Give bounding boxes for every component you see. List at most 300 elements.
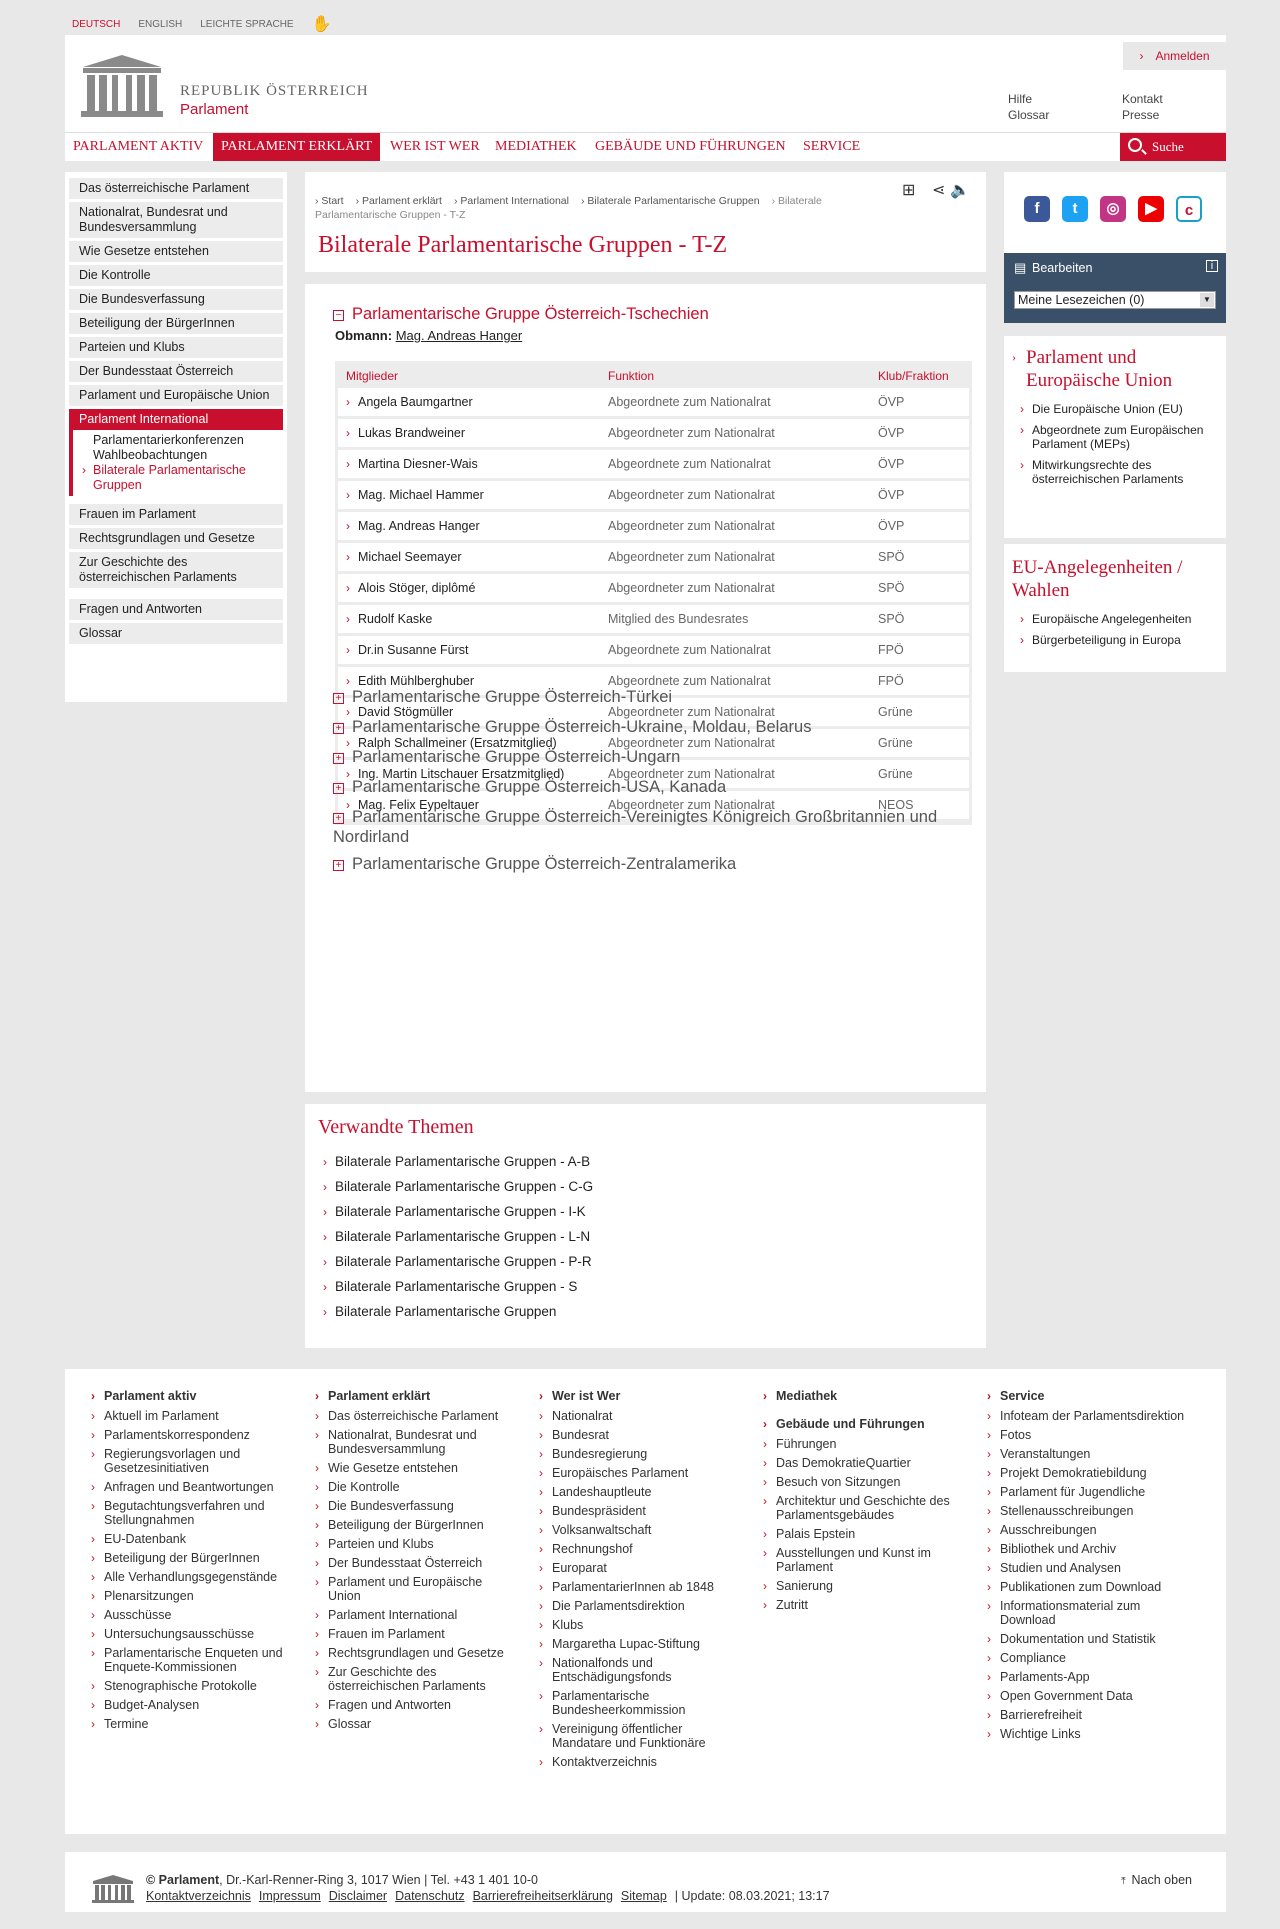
eu-box [1004,336,1226,538]
footer-link-label: Parlamentskorrespondenz [104,1428,250,1442]
chevron-right-icon: › [91,1646,95,1660]
related-title: Verwandte Themen [318,1116,474,1138]
footer-link[interactable] [91,1428,291,1442]
footer-link-label: EU-Datenbank [104,1532,186,1546]
chevron-right-icon: › [539,1466,543,1480]
expand-icon: + [333,860,344,871]
footer-link-label: Ausschüsse [104,1608,172,1622]
facebook-icon[interactable]: f [1024,196,1050,222]
footer-link[interactable] [539,1689,739,1717]
member-function: Abgeordneter zum Nationalrat [608,488,775,502]
chevron-right-icon: › [987,1466,991,1480]
member-name[interactable] [338,481,608,509]
footer-heading-label: Mediathek [776,1389,838,1403]
member-name[interactable] [338,543,608,571]
member-function: Abgeordnete zum Nationalrat [608,643,771,657]
lang-easy[interactable]: LEICHTE SPRACHE [200,18,294,30]
table-row[interactable] [338,605,969,633]
member-name-label: Lukas Brandweiner [358,426,466,440]
login-button[interactable] [1123,42,1226,70]
related-link[interactable] [323,1179,593,1194]
chevron-right-icon: › [539,1580,543,1594]
related-link[interactable] [323,1279,577,1294]
related-link[interactable] [323,1204,586,1219]
footer-link[interactable] [315,1518,515,1532]
legal-links [146,1889,830,1903]
related-link-label: Bilaterale Parlamentarische Gruppen - C-G [335,1179,594,1194]
footer-link-label: Der Bundesstaat Österreich [328,1556,483,1570]
footer-link[interactable] [763,1475,963,1489]
footer-link[interactable] [315,1665,515,1693]
footer-heading-label: Wer ist Wer [552,1389,621,1403]
chevron-right-icon: › [539,1599,543,1613]
member-function: Abgeordneter zum Nationalrat [608,767,775,781]
chevron-right-icon: › [539,1409,543,1423]
footer-link[interactable] [539,1504,739,1518]
accordion-header-sterreich-ukraine-moldau-belarus[interactable] [333,717,963,737]
footer-link[interactable] [539,1542,739,1556]
chevron-right-icon: › [91,1589,95,1603]
chevron-right-icon: › [315,1499,319,1513]
footer-link[interactable] [539,1599,739,1613]
chevron-right-icon: › [91,1447,95,1461]
chevron-right-icon: › [763,1598,767,1612]
sidebar-item-frauen-im-parlament[interactable]: Frauen im Parlament [69,504,283,525]
nav-wer-ist-wer[interactable]: WER IST WER [390,139,480,154]
sidebar-item-parteien-und-klubs[interactable]: Parteien und Klubs [69,337,283,358]
member-name[interactable] [338,574,608,602]
footer-link[interactable] [763,1494,963,1522]
related-link-label: Bilaterale Parlamentarische Gruppen - A-B [335,1154,591,1169]
footer-link[interactable] [315,1461,515,1475]
chevron-right-icon: › [539,1485,543,1499]
footer-link[interactable] [987,1485,1187,1499]
chevron-right-icon: › [315,1698,319,1712]
footer-link[interactable] [315,1698,515,1712]
member-function: Mitglied des Bundesrates [608,612,749,626]
chevron-right-icon: › [987,1523,991,1537]
footer-link[interactable] [91,1717,291,1731]
nav-mediathek[interactable]: MEDIATHEK [495,139,577,154]
legal-link-sitemap[interactable]: Sitemap [620,1889,667,1903]
footer-link[interactable] [987,1542,1187,1556]
nav-parlament-aktiv[interactable]: PARLAMENT AKTIV [73,139,204,154]
footer-link-label: Die Kontrolle [328,1480,400,1494]
footer-link[interactable] [315,1428,515,1456]
chevron-right-icon: › [91,1570,95,1584]
footer-link[interactable] [539,1637,739,1651]
sidebar-item-parlament-und-europ-ische-union[interactable]: Parlament und Europäische Union [69,385,283,406]
site-header [65,35,1226,132]
member-name-label: Mag. Andreas Hanger [358,519,480,533]
edit-title: Bearbeiten [1032,261,1093,275]
footer-link-label: Parlament für Jugendliche [1000,1485,1146,1499]
member-club: SPÖ [878,550,905,564]
footer-link[interactable] [987,1580,1187,1594]
sidebar-item-der-bundesstaat-sterreich[interactable]: Der Bundesstaat Österreich [69,361,283,382]
chevron-right-icon: › [771,195,779,207]
footer-link[interactable] [91,1532,291,1546]
footer-link[interactable] [539,1428,739,1442]
chevron-right-icon: › [82,463,86,477]
chevron-right-icon: › [91,1480,95,1494]
sidebar-item-das-sterreichische-parlament[interactable]: Das österreichische Parlament [69,178,283,199]
footer-link[interactable] [315,1646,515,1660]
footer-heading[interactable] [987,1389,1187,1403]
member-name-label: Michael Seemayer [358,550,462,564]
footer-link-label: Ausschreibungen [1000,1523,1097,1537]
accordion-header-tschechien[interactable] [333,304,963,324]
footer-link[interactable] [91,1698,291,1712]
member-function: Abgeordnete zum Nationalrat [608,395,771,409]
footer-link[interactable] [987,1466,1187,1480]
chevron-right-icon: › [346,767,350,781]
lang-en[interactable]: ENGLISH [138,18,183,30]
glossary-link[interactable]: Glossar [1008,108,1050,122]
footer-link[interactable] [987,1447,1187,1461]
breadcrumb-item[interactable] [356,195,448,207]
expand-icon: + [333,783,344,794]
footer-link[interactable] [91,1570,291,1584]
footer-link[interactable] [987,1651,1187,1665]
sidebar-item-wie-gesetze-entstehen[interactable]: Wie Gesetze entstehen [69,241,283,262]
footer-link[interactable] [539,1755,739,1769]
sidebar-item-rechtsgrundlagen-und-gesetze[interactable]: Rechtsgrundlagen und Gesetze [69,528,283,549]
footer-link-label: Untersuchungsausschüsse [104,1627,255,1641]
footer-link[interactable] [763,1598,963,1612]
column-header-members: Mitglieder [346,369,399,383]
footer-link[interactable] [539,1618,739,1632]
chevron-right-icon: › [323,1255,327,1269]
contact-link[interactable]: Kontakt [1122,92,1163,106]
chevron-right-icon: › [315,1556,319,1570]
table-row[interactable] [338,388,969,416]
footer-heading-label: Service [1000,1389,1045,1403]
lang-de[interactable]: DEUTSCH [72,18,121,30]
footer-link[interactable] [315,1556,515,1570]
footer-link[interactable] [91,1409,291,1423]
nav-parlament-erklaert[interactable]: PARLAMENT ERKLÄRT [213,133,380,161]
legal-link-barrierefreiheitserkl-rung[interactable]: Barrierefreiheitserklärung [472,1889,613,1903]
sidebar-link-label: Abgeordnete zum Europäischen Parlament (MEPs) [1032,423,1204,451]
footer-link[interactable] [315,1717,515,1731]
footer-link[interactable] [91,1679,291,1693]
sign-language-icon[interactable]: ✋ [311,16,332,33]
footer-link[interactable] [315,1608,515,1622]
footer-link[interactable] [91,1447,291,1475]
chevron-right-icon: › [91,1717,95,1731]
sidebar-sub-konferenzen[interactable]: Parlamentarierkonferenzen [93,433,244,447]
chevron-right-icon: › [987,1708,991,1722]
sidebar-link-die-europ-ische-union-eu[interactable] [1012,402,1218,416]
sidebar-item-fragen-und-antworten[interactable]: Fragen und Antworten [69,599,283,620]
footer-link[interactable] [91,1499,291,1527]
footer-heading[interactable] [91,1389,291,1403]
breadcrumb-label: Bilaterale Parlamentarische Gruppen [587,195,760,207]
accordion-header-sterreich-t-rkei[interactable] [333,687,963,707]
member-function: Abgeordneter zum Nationalrat [608,426,775,440]
footer-link[interactable] [987,1670,1187,1684]
footer-heading[interactable] [539,1389,739,1403]
footer-link-label: Dokumentation und Statistik [1000,1632,1156,1646]
chevron-right-icon: › [987,1727,991,1741]
footer-link-label: Bundesrat [552,1428,609,1442]
breadcrumb-label: Parlament International [460,195,569,207]
table-row[interactable] [338,636,969,664]
footer-link[interactable] [987,1599,1187,1627]
social-box [1004,172,1226,262]
chevron-right-icon: › [763,1475,767,1489]
footer-link-label: Die Bundesverfassung [328,1499,454,1513]
footer-link[interactable] [315,1627,515,1641]
sidebar-sub-bilaterale[interactable] [82,463,283,493]
speaker-icon[interactable]: 🔈 [950,182,970,199]
eu-box-title-text: Parlament und Europäische Union [1026,347,1173,391]
footer-link[interactable] [315,1480,515,1494]
chevron-right-icon: › [315,1428,319,1442]
member-name[interactable] [338,388,608,416]
member-name-label: Dr.in Susanne Fürst [358,643,469,657]
sidebar-link-label: Bürgerbeteiligung in Europa [1032,633,1181,647]
footer-link-label: Rechnungshof [552,1542,633,1556]
nav-gebaeude[interactable]: GEBÄUDE UND FÜHRUNGEN [595,139,786,154]
chevron-right-icon: › [763,1456,767,1470]
footer-link-label: Nationalrat [552,1409,613,1423]
chevron-right-icon: › [346,581,350,595]
sidebar-sub-bilaterale-label: Bilaterale Parlamentarische Gruppen [93,463,246,492]
footer-link-label: Führungen [776,1437,837,1451]
footer-link[interactable] [987,1727,1187,1741]
footer-link[interactable] [987,1428,1187,1442]
table-row[interactable] [338,419,969,447]
footer-link[interactable] [315,1575,515,1603]
app-icon[interactable]: c [1176,196,1202,222]
footer-link[interactable] [539,1656,739,1684]
footer-link[interactable] [315,1499,515,1513]
footer-link-label: Stellenausschreibungen [1000,1504,1134,1518]
eu-box-title[interactable] [1012,346,1218,392]
related-link[interactable] [323,1254,592,1269]
footer-link[interactable] [987,1561,1187,1575]
footer-link[interactable] [987,1689,1187,1703]
sidebar-link-b-rgerbeteiligung-in-europa[interactable] [1012,633,1218,647]
parliament-logo-icon[interactable] [79,53,165,119]
chevron-right-icon: › [315,1665,319,1679]
footer-link[interactable] [763,1546,963,1574]
sidebar-sub-wahlbeobachtungen[interactable]: Wahlbeobachtungen [93,448,208,462]
footer-link-label: Informationsmaterial zum Download [1000,1599,1141,1627]
table-row[interactable] [338,481,969,509]
footer-link[interactable] [987,1409,1187,1423]
member-club: FPÖ [878,643,904,657]
member-function: Abgeordneter zum Nationalrat [608,581,775,595]
table-row[interactable] [338,450,969,478]
footer-link[interactable] [539,1447,739,1461]
footer-link[interactable] [987,1632,1187,1646]
bookmarks-select[interactable] [1014,291,1216,309]
member-name-label: Mag. Michael Hammer [358,488,484,502]
obmann-link[interactable]: Mag. Andreas Hanger [395,328,523,343]
chevron-right-icon: › [987,1485,991,1499]
member-name[interactable] [338,512,608,540]
eu-affairs-title[interactable]: EU-Angelegenheiten / Wahlen [1012,557,1183,601]
member-name-label: Angela Baumgartner [358,395,473,409]
footer-link-label: Parteien und Klubs [328,1537,434,1551]
footer-link-label: Anfragen und Beantwortungen [104,1480,274,1494]
footer-link[interactable] [539,1409,739,1423]
footer-link[interactable] [91,1646,291,1674]
footer-link[interactable] [763,1527,963,1541]
sidebar-item-nationalrat-bundesrat-und-bundesversamml[interactable]: Nationalrat, Bundesrat und Bundesversammlung [69,202,283,238]
breadcrumb-label: Bilaterale Parlamentarische Gruppen - T-Z [315,195,822,221]
footer-link[interactable] [539,1561,739,1575]
footer-link-label: Bibliothek und Archiv [1000,1542,1117,1556]
footer-link[interactable] [91,1608,291,1622]
footer-link[interactable] [987,1504,1187,1518]
breadcrumb-item[interactable] [581,195,766,207]
breadcrumb-item[interactable] [454,195,575,207]
search-button[interactable] [1120,133,1226,161]
legal-link-kontaktverzeichnis[interactable]: Kontaktverzeichnis [146,1889,251,1903]
column-header-function: Funktion [608,369,655,383]
member-name[interactable] [338,605,608,633]
breadcrumb-item[interactable] [315,195,350,207]
related-link[interactable] [323,1229,590,1244]
member-name[interactable] [338,419,608,447]
chevron-right-icon: › [763,1417,767,1431]
footer-link-label: Zur Geschichte des österreichischen Parlaments [328,1665,486,1693]
chevron-right-icon: › [323,1280,327,1294]
footer-link[interactable] [987,1523,1187,1537]
member-name[interactable] [338,450,608,478]
chevron-right-icon: › [987,1599,991,1613]
chevron-right-icon: › [763,1546,767,1560]
info-icon[interactable]: i [1206,260,1218,272]
chevron-right-icon: › [453,195,461,207]
footer-link[interactable] [539,1580,739,1594]
accordion-header-sterreich-ungarn[interactable] [333,747,963,767]
login-label: Anmelden [1155,49,1210,63]
chevron-right-icon: › [315,1461,319,1475]
press-link[interactable]: Presse [1122,108,1160,122]
footer-link[interactable] [91,1589,291,1603]
footer-heading[interactable] [763,1389,963,1403]
footer-link[interactable] [315,1409,515,1423]
share-icon[interactable]: ⋖ [932,182,946,199]
footer-link-label: Termine [104,1717,149,1731]
table-row[interactable] [338,574,969,602]
member-name-label: Martina Diesner-Wais [358,457,478,471]
sidebar-link-abgeordnete-zum-europ-ischen-parlament-m[interactable] [1012,423,1218,451]
footer-heading[interactable] [763,1417,963,1431]
footer-link-label: Wie Gesetze entstehen [328,1461,458,1475]
nav-service[interactable]: SERVICE [803,139,861,154]
legal-link-disclaimer[interactable]: Disclaimer [328,1889,388,1903]
accordion-header-sterreich-usa-kanada[interactable] [333,777,963,797]
address: , Dr.-Karl-Renner-Ring 3, 1017 Wien | Tel. +43 1 401 10-0 [219,1873,538,1887]
member-name-label: Ing. Martin Litschauer Ersatzmitglied) [358,767,565,781]
member-name[interactable] [338,636,608,664]
twitter-icon[interactable]: t [1062,196,1088,222]
footer-link[interactable] [539,1466,739,1480]
table-row[interactable] [338,512,969,540]
member-club: ÖVP [878,426,905,440]
sidebar-item-glossar[interactable]: Glossar [69,623,283,644]
footer-link[interactable] [91,1480,291,1494]
accordion-header-sterreich-zentralamerika[interactable] [333,854,963,874]
add-bookmark-icon[interactable]: ⊞ [902,182,916,199]
accordion-title: Parlamentarische Gruppe Österreich-USA, Kanada [352,778,727,796]
member-club: SPÖ [878,581,905,595]
footer-link[interactable] [91,1551,291,1565]
accordion-title: Parlamentarische Gruppe Österreich-Ungarn [352,748,681,766]
sidebar-item-parlament-international[interactable]: Parlament International [69,409,283,430]
chevron-right-icon: › [346,612,350,626]
accordion-header-sterreich-vereinigtes-k-nigreich-gro-bri[interactable] [333,807,963,847]
footer-link-label: Aktuell im Parlament [104,1409,219,1423]
members-header [338,364,969,388]
footer-link[interactable] [763,1437,963,1451]
groups-box [305,284,986,1092]
footer-col-service [987,1389,1187,1746]
footer-link-label: Volksanwaltschaft [552,1523,652,1537]
logo-subtitle: Parlament [180,101,249,118]
sidebar-item-die-bundesverfassung[interactable]: Die Bundesverfassung [69,289,283,310]
related-link-label: Bilaterale Parlamentarische Gruppen - P-R [335,1254,592,1269]
youtube-icon[interactable]: ▶ [1138,196,1164,222]
instagram-icon[interactable]: ◎ [1100,196,1126,222]
sidebar-item-zur-geschichte-des-sterreichischen-parla[interactable]: Zur Geschichte des österreichischen Parlaments [69,552,283,588]
footer-link[interactable] [987,1708,1187,1722]
legal-link-datenschutz[interactable]: Datenschutz [395,1889,465,1903]
footer-link[interactable] [539,1722,739,1750]
sidebar-link-mitwirkungsrechte-des-sterreichischen-pa[interactable] [1012,458,1218,486]
sidebar-item-beteiligung-der-b-rgerinnen[interactable]: Beteiligung der BürgerInnen [69,313,283,334]
footer-link-label: Besuch von Sitzungen [776,1475,901,1489]
footer-link[interactable] [763,1456,963,1470]
chevron-right-icon: › [539,1561,543,1575]
sidebar-link-europ-ische-angelegenheiten[interactable] [1012,612,1218,626]
footer-heading[interactable] [315,1389,515,1403]
chevron-right-icon: › [987,1428,991,1442]
chevron-right-icon: › [987,1542,991,1556]
footer-link[interactable] [763,1579,963,1593]
footer-link[interactable] [539,1485,739,1499]
sidebar-item-die-kontrolle[interactable]: Die Kontrolle [69,265,283,286]
footer-link-label: Nationalrat, Bundesrat und Bundesversammlung [328,1428,477,1456]
related-link[interactable] [323,1304,556,1319]
footer-link[interactable] [315,1537,515,1551]
footer-heading-label: Gebäude und Führungen [776,1417,925,1431]
related-link[interactable] [323,1154,590,1169]
table-row[interactable] [338,543,969,571]
back-to-top-link[interactable] [1121,1873,1192,1887]
chevron-right-icon: › [539,1389,543,1403]
edit-box [1004,253,1226,323]
footer-link[interactable] [91,1627,291,1641]
chevron-right-icon: › [1020,458,1024,472]
member-club: SPÖ [878,612,905,626]
footer-link-label: Projekt Demokratiebildung [1000,1466,1147,1480]
footer-link-label: Ausstellungen und Kunst im Parlament [776,1546,931,1574]
accordion-title: Parlamentarische Gruppe Österreich-Türkei [352,688,673,706]
member-name-label: Rudolf Kaske [358,612,433,626]
footer-link[interactable] [539,1523,739,1537]
footer-heading-label: Parlament aktiv [104,1389,197,1403]
footer-link-label: Infoteam der Parlamentsdirektion [1000,1409,1185,1423]
legal-link-impressum[interactable]: Impressum [258,1889,321,1903]
help-link[interactable]: Hilfe [1008,92,1033,106]
